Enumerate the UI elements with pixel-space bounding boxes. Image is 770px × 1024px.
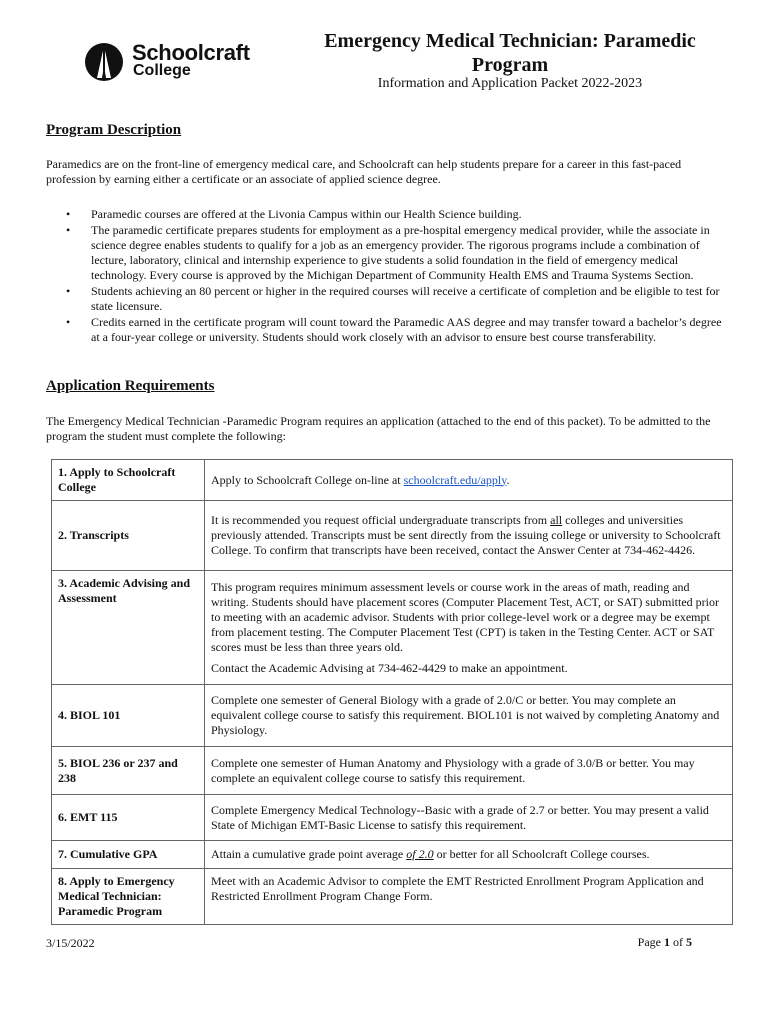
logo-name: Schoolcraft [132, 40, 250, 65]
apply-link[interactable]: schoolcraft.edu/apply [403, 472, 507, 487]
page-number: Page 1 of 5 [637, 935, 692, 949]
requirement-detail: Apply to Schoolcraft College on-line at schoolcraft.edu/apply. [205, 460, 733, 501]
requirement-detail: This program requires minimum assessment levels or course work in the areas of math, reading and writing. Students should have placement scores (Computer Placement Test, ACT, or SAT) submitted prior to meeting with an academic advisor. Students with prior college-level work or a degree may be exempt from placement testing. The Computer Placement Test (CPT) is taken in the Testing Center. ACT or SAT scores must be less than three years old. Contact the Academic Advising at 734-462-4429 to make an appointment. [205, 571, 733, 685]
requirement-label: 4. BIOL 101 [52, 685, 205, 747]
requirement-detail: Complete one semester of Human Anatomy and Physiology with a grade of 3.0/B or better. You may complete an equivalent college course to satisfy this requirement. [205, 747, 733, 795]
requirement-label: 1. Apply to Schoolcraft College [52, 460, 205, 501]
footer-date: 3/15/2022 [46, 936, 95, 950]
table-row [52, 747, 733, 795]
schoolcraft-emblem-icon [84, 42, 124, 82]
document-subtitle: Information and Application Packet 2022-2023 [377, 76, 643, 91]
table-row [52, 571, 733, 685]
requirement-label: 6. EMT 115 [52, 795, 205, 841]
table-row [52, 841, 733, 869]
program-description-heading: Program Description [46, 122, 182, 138]
requirement-detail: Complete Emergency Medical Technology--Basic with a grade of 2.7 or better. You may present a valid State of Michigan EMT-Basic License to satisfy this requirement. [205, 795, 733, 841]
requirement-label: 8. Apply to Emergency Medical Technician: Paramedic Program [52, 869, 205, 925]
table-row [52, 869, 733, 925]
table-row [52, 795, 733, 841]
list-item: • Credits earned in the certificate program will count toward the Paramedic AAS degree and may transfer toward a bachelor’s degree at a four-year college or university. Students should work closely with an advisor to ensure best course transferability. [45, 315, 725, 345]
college-logo [84, 40, 264, 84]
document-title: Emergency Medical Technician: Paramedic Program [324, 30, 696, 76]
requirement-detail: Complete one semester of General Biology with a grade of 2.0/C or better. You may complete an equivalent college course to satisfy this requirement. BIOL101 is not waived by completing Anatomy and Physiology. [205, 685, 733, 747]
requirement-detail: It is recommended you request official undergraduate transcripts from all colleges and universities previously attended. Transcripts must be sent directly from the issuing college or university to Schoolcraft College. To confirm that transcripts have been received, contact the Answer Center at 734-462-4426. [205, 501, 733, 571]
application-requirements-intro: The Emergency Medical Technician -Paramedic Program requires an application (attached to the end of this packet). To be admitted to the program the student must complete the following: [46, 414, 711, 443]
requirement-detail: Meet with an Academic Advisor to complete the EMT Restricted Enrollment Program Application and Restricted Enrollment Program Change Form. [205, 869, 733, 925]
requirement-label: 7. Cumulative GPA [52, 841, 205, 869]
requirement-label: 5. BIOL 236 or 237 and 238 [52, 747, 205, 795]
list-item: • The paramedic certificate prepares students for employment as a pre-hospital emergency medical provider, while the associate in science degree enables students to qualify for a job as an emergency provider. The rigorous programs include a combination of lecture, laboratory, clinical and internship experience to give students a solid foundation in the field of emergency medical technology. Every course is approved by the Michigan Department of Community Health EMS and Trauma Systems Section. [45, 223, 725, 283]
table-row [52, 501, 733, 571]
table-row [52, 685, 733, 747]
requirements-table [51, 459, 733, 925]
emphasis-all: all [550, 513, 563, 527]
table-row [52, 460, 733, 501]
list-item: • Students achieving an 80 percent or higher in the required courses will receive a certificate of completion and be eligible to test for state licensure. [45, 284, 725, 314]
gpa-value: of 2.0 [406, 847, 434, 861]
requirement-label: 3. Academic Advising and Assessment [52, 571, 205, 685]
application-requirements-heading: Application Requirements [46, 378, 215, 394]
program-description-intro: Paramedics are on the front-line of emergency medical care, and Schoolcraft can help students prepare for a career in this fast-paced profession by earning either a certificate or an associate of applied science degree. [46, 157, 682, 186]
requirement-label: 2. Transcripts [52, 501, 205, 571]
list-item: • Paramedic courses are offered at the Livonia Campus within our Health Science building. [45, 207, 725, 222]
logo-sub: College [133, 62, 191, 79]
program-description-list [45, 207, 725, 346]
requirement-detail: Attain a cumulative grade point average of 2.0 or better for all Schoolcraft College courses. [205, 841, 733, 869]
